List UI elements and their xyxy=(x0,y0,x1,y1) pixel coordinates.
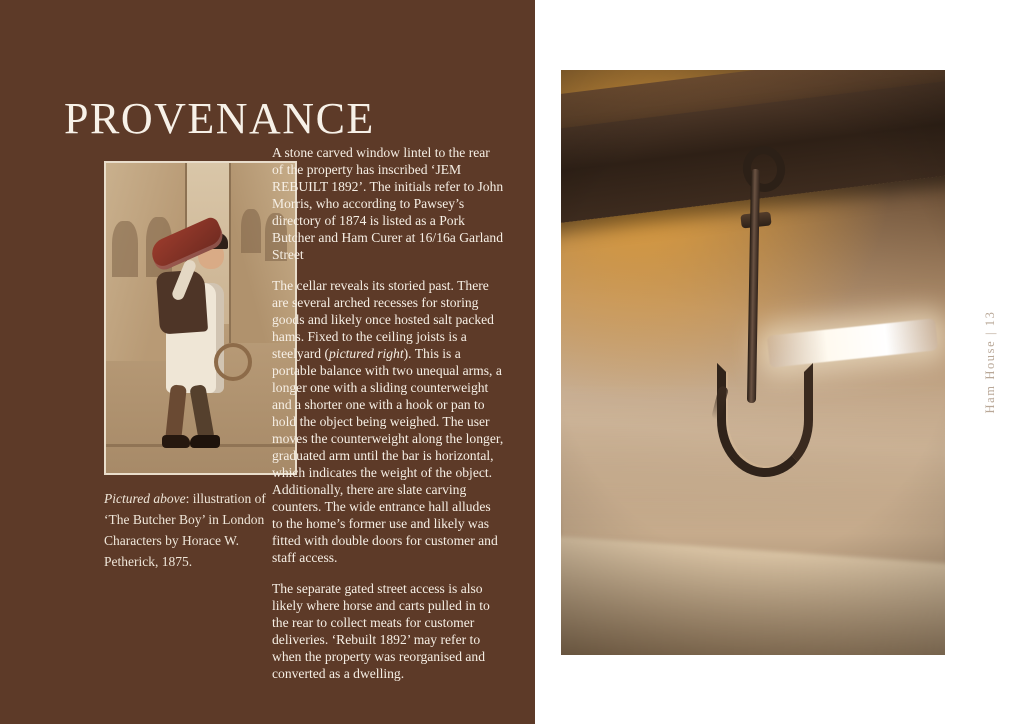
illustration-butcher-boot xyxy=(162,435,190,448)
illustration-arch xyxy=(112,221,138,277)
running-header: Ham House | 13 xyxy=(983,310,997,414)
cellar-steelyard-hook-photo xyxy=(561,70,945,655)
body-text-column xyxy=(272,145,504,683)
body-paragraph-2 xyxy=(272,278,504,567)
body-paragraph-3: The separate gated street access is also likely where horse and carts pulled in to the rear to collect meats for customer deliveries. ‘Rebuilt 1892’ may refer to when the property was reorganised and converted as a dwelling. xyxy=(272,580,490,681)
illustration-caption-rest: : illustration of ‘The Butcher Boy’ in London Characters by Horace W. Petherick, 1875. xyxy=(104,491,266,569)
photo-vignette xyxy=(561,70,945,655)
illustration-figure xyxy=(104,161,293,573)
body-paragraph-1: A stone carved window lintel to the rear of the property has inscribed ‘JEM REBUILT 1892’. The initials refer to John Morris, who according to Pawsey’s directory of 1874 is listed as a Pork Butcher and Ham Curer at 16/16a Garland Street xyxy=(272,145,504,262)
illustration-hoop xyxy=(214,343,252,381)
illustration-butcher-boot xyxy=(190,435,220,448)
body-paragraph-2-before: The cellar reveals its storied past. There are several arched recesses for storing goods and likely once hosted salt packed hams. Fixed to the ceiling joists is a steelyard ( xyxy=(272,277,494,361)
body-paragraph-2-italic: pictured right xyxy=(329,345,404,361)
the-butcher-boy-illustration xyxy=(104,161,297,475)
body-paragraph-2-after: ). This is a portable balance with two unequal arms, a longer one with a sliding counterweight and a shorter one with a hook or pan to hold the object being weighed. The user moves the counterweight along the longer, graduated arm until the bar is horizontal, which indicates the weight of the object. Additionally, there are slate carving counters. The wide entrance hall alludes to the home’s former use and likely was fitted with double doors for customer and staff access. xyxy=(272,345,504,565)
page-title: PROVENANCE xyxy=(64,94,375,144)
illustration-arch xyxy=(241,209,261,253)
illustration-caption xyxy=(104,489,293,573)
illustration-caption-lead: Pictured above xyxy=(104,491,186,506)
